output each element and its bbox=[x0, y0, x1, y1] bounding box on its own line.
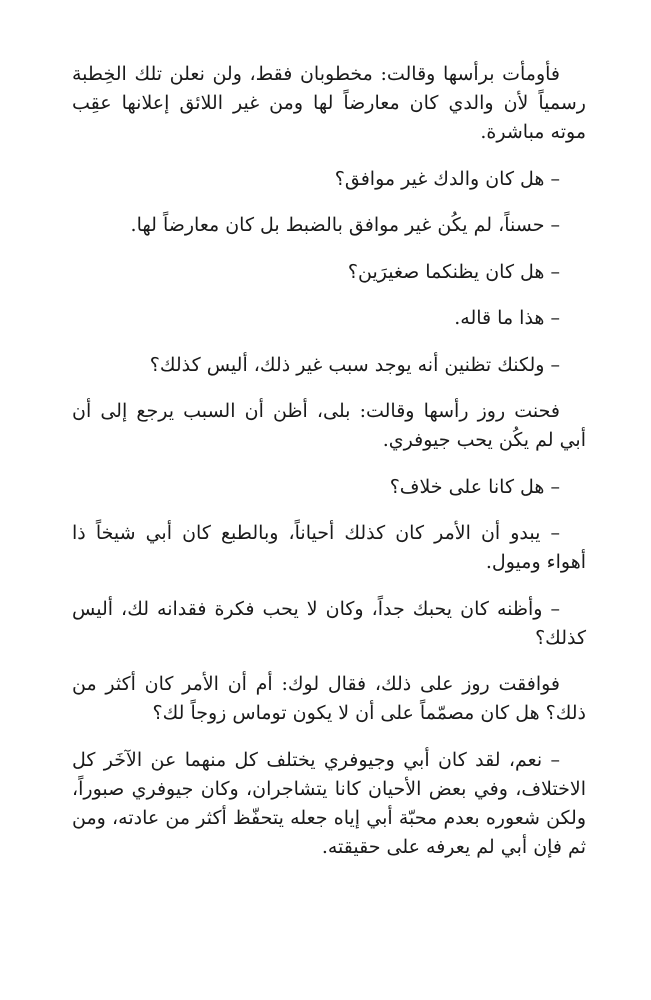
narration-paragraph: فأومأت برأسها وقالت: مخطوبان فقط، ولن نعلن تلك الخِطبة رسمياً لأن والدي كان معارضاً لها ومن غير اللائق إعلانها عقِب موته مباشرة. bbox=[72, 63, 586, 143]
dialogue-line: – نعم، لقد كان أبي وجيوفري يختلف كل منهما عن الآخَر كل الاختلاف، وفي بعض الأحيان كانا يتشاجران، وكان جيوفري صبوراً، ولكن شعوره بعدم محبّة أبي إياه جعله يتحفّظ أكثر من عادته، ومن ثم فإن أبي لم يعرفه على حقيقته. bbox=[72, 748, 586, 858]
dialogue-line: – وأظنه كان يحبك جداً، وكان لا يحب فكرة فقدانه لك، أليس كذلك؟ bbox=[72, 597, 586, 649]
narration-paragraph: فحنت روز رأسها وقالت: بلى، أظن أن السبب يرجع إلى أن أبي لم يكُن يحب جيوفري. bbox=[72, 400, 586, 451]
dialogue-line: – حسناً، لم يكُن غير موافق بالضبط بل كان معارضاً لها. bbox=[130, 214, 560, 236]
dialogue-line: – هل كانا على خلاف؟ bbox=[389, 475, 560, 498]
dialogue-line: – هل كان والدك غير موافق؟ bbox=[334, 167, 560, 190]
dialogue-line: – هذا ما قاله. bbox=[454, 307, 560, 329]
narration-paragraph: فوافقت روز على ذلك، فقال لوك: أم أن الأمر كان أكثر من ذلك؟ هل كان مصمّماً على أن لا يكون توماس زوجاً لك؟ bbox=[72, 673, 586, 724]
dialogue-line: – هل كان يظنكما صغيرَين؟ bbox=[347, 260, 560, 283]
dialogue-line: – يبدو أن الأمر كان كذلك أحياناً، وبالطبع كان أبي شيخاً ذا أهواء وميول. bbox=[72, 522, 586, 573]
book-page bbox=[72, 60, 586, 879]
dialogue-line: – ولكنك تظنين أنه يوجد سبب غير ذلك، أليس كذلك؟ bbox=[149, 353, 560, 376]
